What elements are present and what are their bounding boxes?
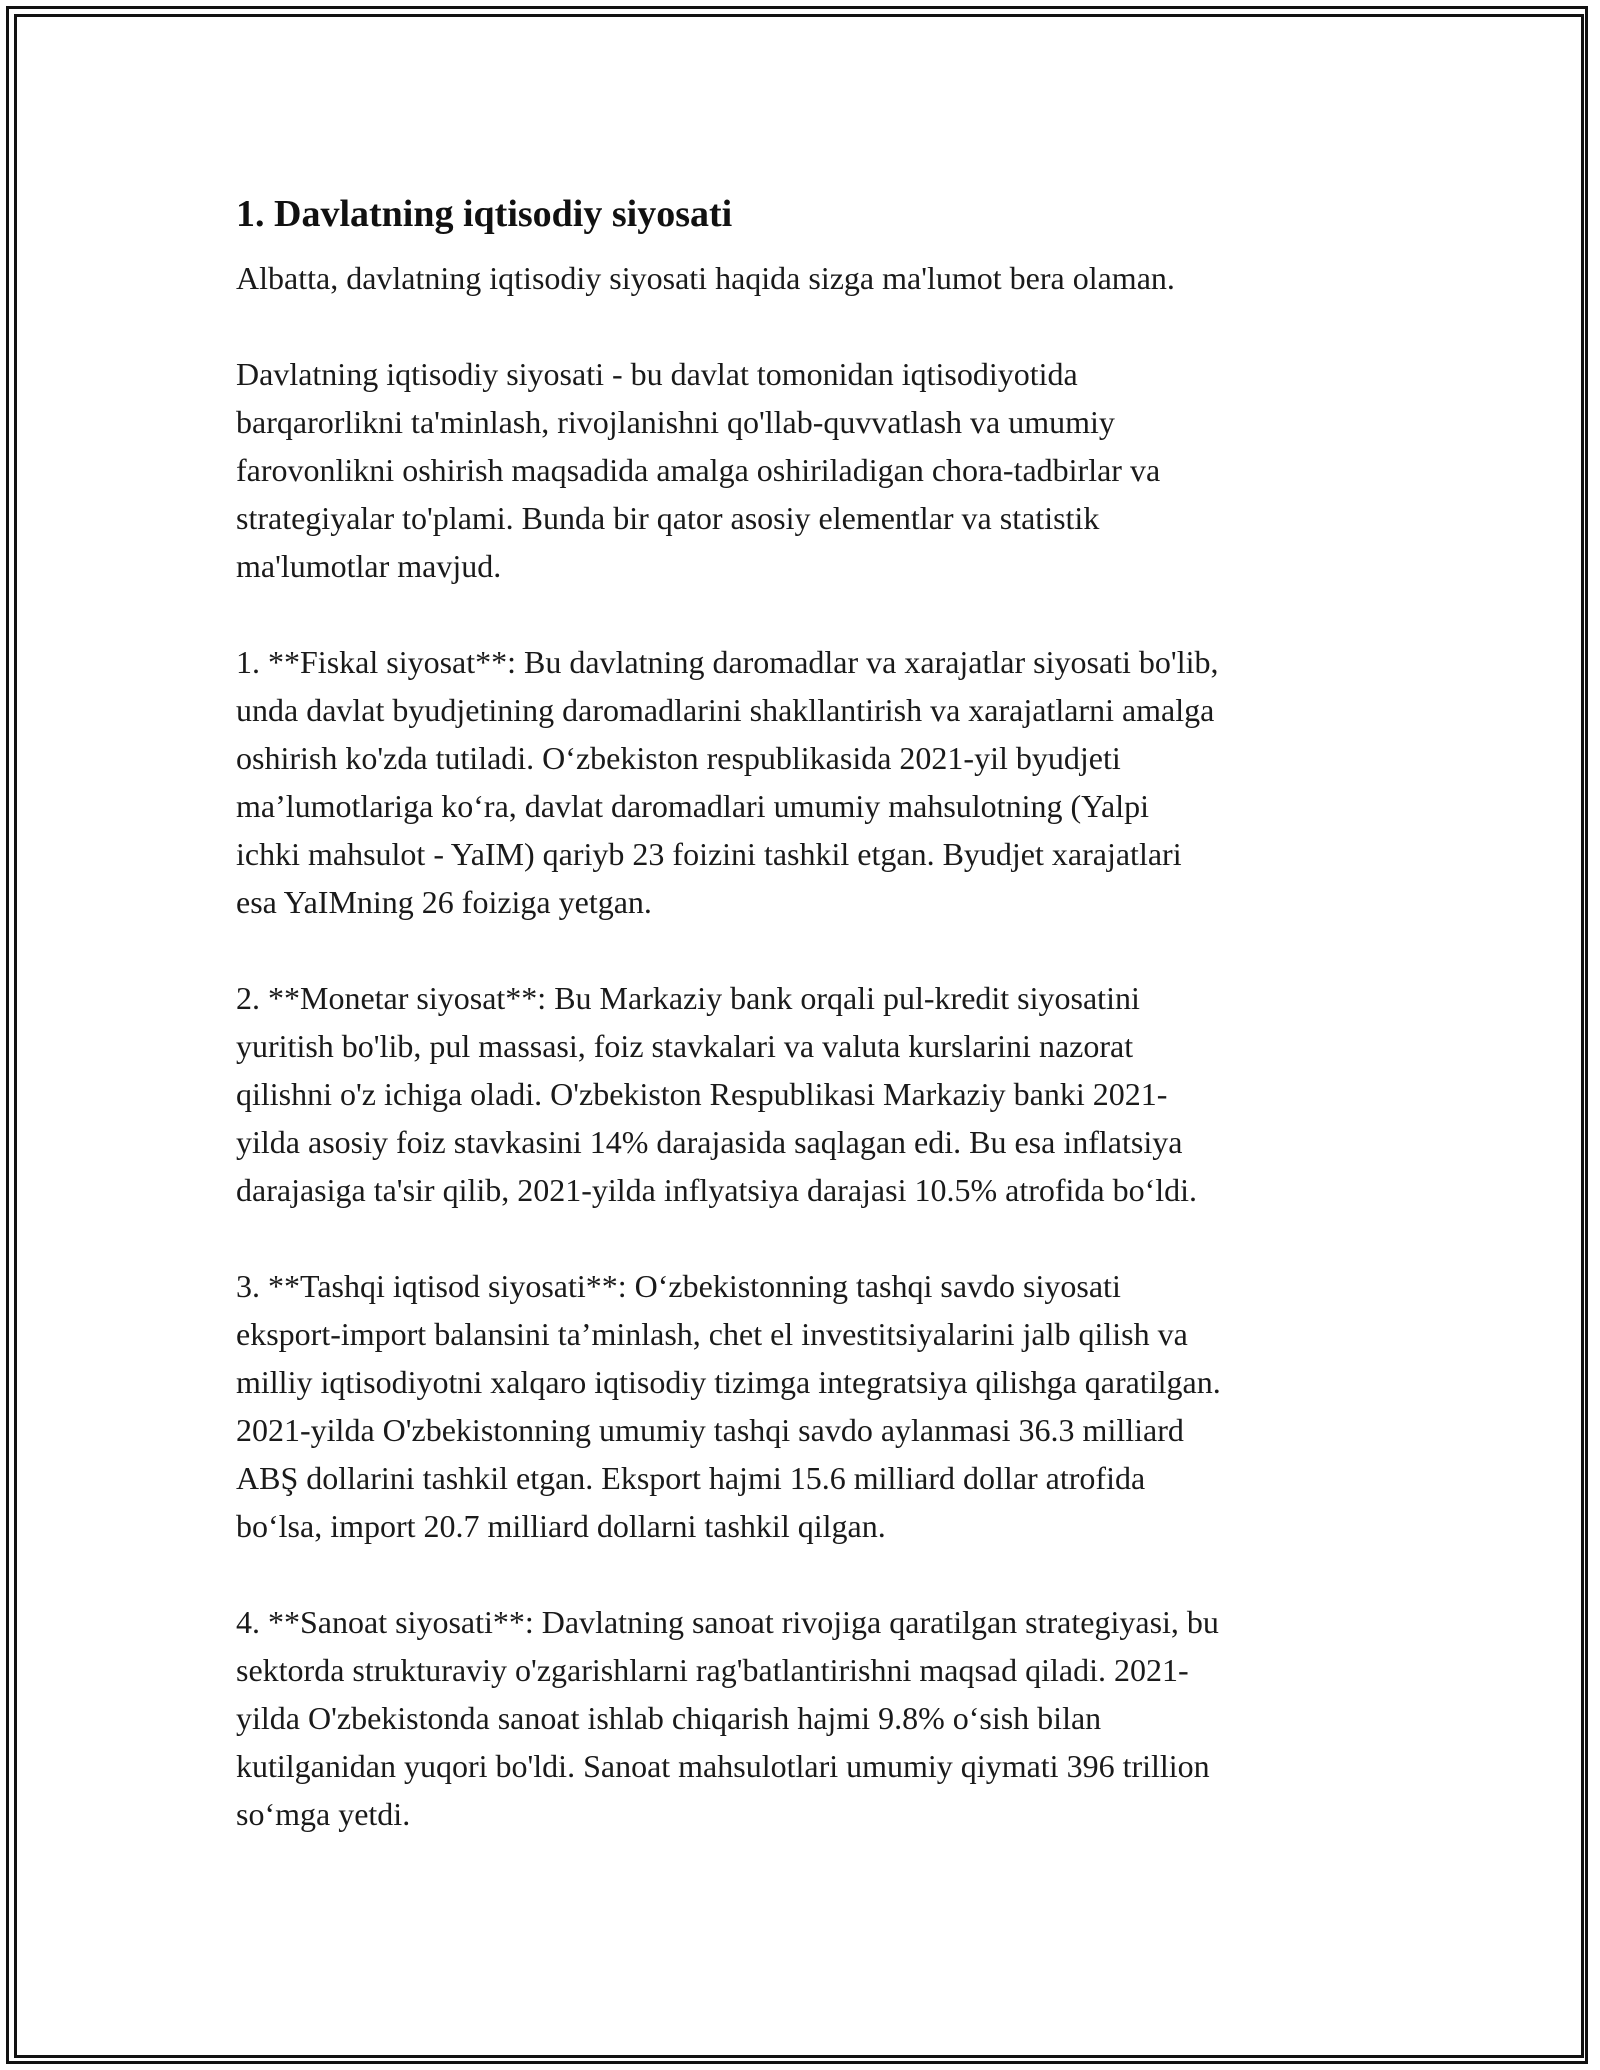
definition-paragraph: Davlatning iqtisodiy siyosati - bu davlat tomonidan iqtisodiyotida barqarorlikni ta'minlash, rivojlanishni qo'llab-quvvatlash va umumiy farovonlikni oshirish maqsadida amalga oshiriladigan chora-tadbirlar va strategiyalar to'plami. Bunda bir qator asosiy elementlar va statistik ma'lumotlar mavjud. xyxy=(236,356,1161,584)
monetary-policy-paragraph: 2. **Monetar siyosat**: Bu Markaziy bank orqali pul-kredit siyosatini yuritish bo'lib, pul massasi, foiz stavkalari va valuta kurslarini nazorat qilishni o'z ichiga oladi. O'zbekiston Respublikasi Markaziy banki 2021- yilda asosiy foiz stavkasini 14% darajasida saqlagan edi. Bu esa inflatsiya darajasiga ta'sir qilib, 2021-yilda inflyatsiya darajasi 10.5% atrofida bo‘ldi. xyxy=(236,980,1198,1208)
intro-paragraph: Albatta, davlatning iqtisodiy siyosati haqida sizga ma'lumot bera olaman. xyxy=(236,260,1175,296)
foreign-economic-policy-paragraph: 3. **Tashqi iqtisod siyosati**: O‘zbekistonning tashqi savdo siyosati eksport-import balansini ta’minlash, chet el investitsiyalarini jalb qilish va milliy iqtisodiyotni xalqaro iqtisodiy tizimga integratsiya qilishga qaratilgan. 2021-yilda O'zbekistonning umumiy tashqi savdo aylanmasi 36.3 milliard ABŞ dollarini tashkil etgan. Eksport hajmi 15.6 milliard dollar atrofida bo‘lsa, import 20.7 milliard dollarni tashkil qilgan. xyxy=(236,1268,1221,1544)
industrial-policy-paragraph: 4. **Sanoat siyosati**: Davlatning sanoat rivojiga qaratilgan strategiyasi, bu sektorda strukturaviy o'zgarishlarni rag'batlantirishni maqsad qiladi. 2021- yilda O'zbekistonda sanoat ishlab chiqarish hajmi 9.8% o‘sish bilan kutilganidan yuqori bo'ldi. Sanoat mahsulotlari umumiy qiymati 396 trillion so‘mga yetdi. xyxy=(236,1604,1219,1832)
section-title: 1. Davlatning iqtisodiy siyosati xyxy=(236,193,733,235)
fiscal-policy-paragraph: 1. **Fiskal siyosat**: Bu davlatning daromadlar va xarajatlar siyosati bo'lib, unda davlat byudjetining daromadlarini shakllantirish va xarajatlarni amalga oshirish ko'zda tutiladi. O‘zbekiston respublikasida 2021-yil byudjeti ma’lumotlariga ko‘ra, davlat daromadlari umumiy mahsulotning (Yalpi ichki mahsulot - YaIM) qariyb 23 foizini tashkil etgan. Byudjet xarajatlari esa YaIMning 26 foiziga yetgan. xyxy=(236,644,1219,920)
document-body xyxy=(236,188,1386,1886)
